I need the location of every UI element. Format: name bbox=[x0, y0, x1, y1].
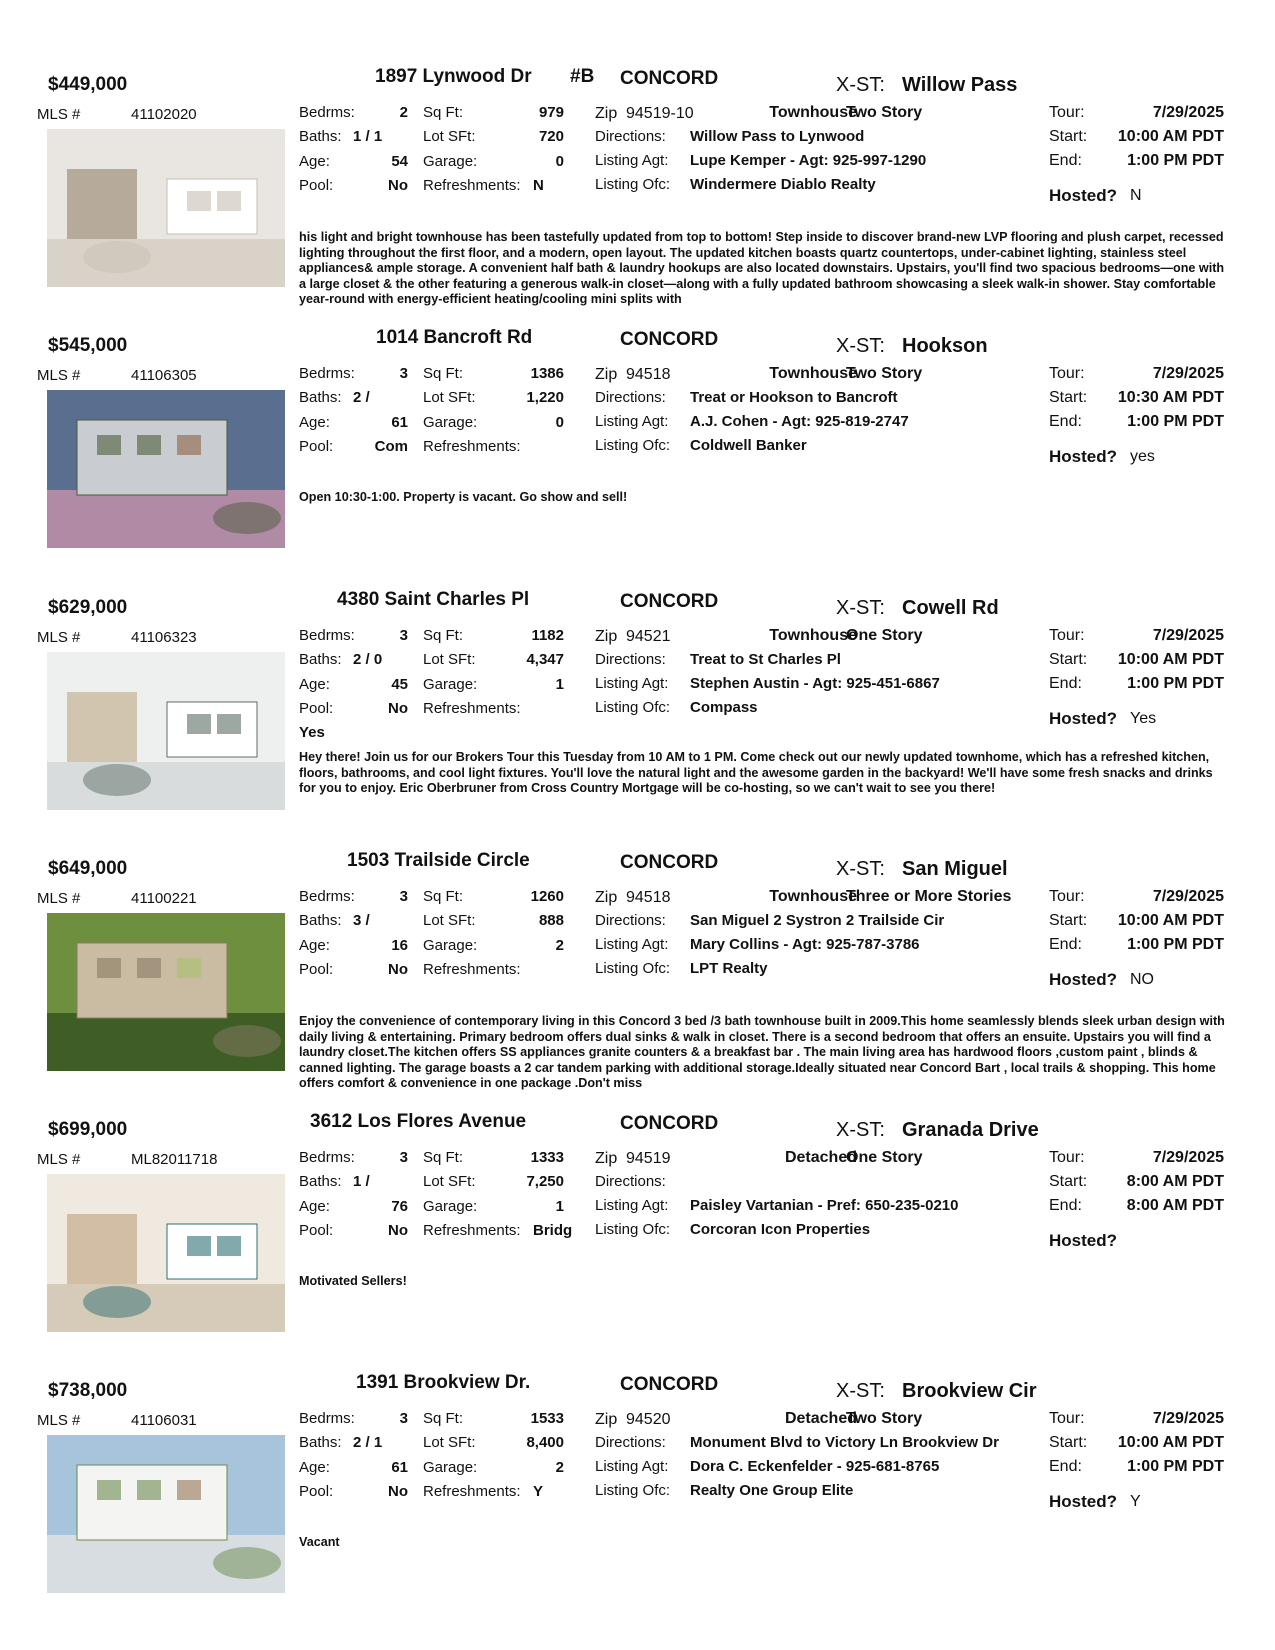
garage-value: 2 bbox=[555, 1459, 564, 1476]
listing-address: 1897 Lynwood Dr bbox=[375, 66, 532, 87]
listing-agent-value: Mary Collins - Agt: 925-787-3786 bbox=[690, 936, 920, 953]
listing-city: CONCORD bbox=[620, 68, 719, 89]
start-label: Start: bbox=[1049, 1434, 1088, 1451]
baths-label: Baths: bbox=[299, 389, 342, 406]
listing-office-label: Listing Ofc: bbox=[595, 699, 671, 716]
zip-value: 94518 bbox=[626, 366, 671, 383]
refreshments-value: Bridg bbox=[533, 1222, 573, 1239]
pool-value: No bbox=[388, 1222, 408, 1239]
listing-office-label: Listing Ofc: bbox=[595, 1482, 671, 1499]
listing-price: $649,000 bbox=[48, 858, 128, 879]
hosted-label: Hosted? bbox=[1049, 709, 1117, 728]
listing-remarks: Motivated Sellers! bbox=[299, 1274, 407, 1288]
listing-remarks: his light and bright townhouse has been tastefully updated from top to bottom! Step inside to discover brand-new LVP flooring and plush carpet, recessed lighting throughout the first floor, and a modern, open layout. The updated kitchen boasts quartz countertops, under-cabinet lighting, stainless steel appliances& ample storage. A convenient half bath & laundry hookups are also located downstairs. Upstairs, you'll find two spacious bedrooms—one with a large closet & the other featuring a generous walk-in closet—along with a fully updated bathroom showcasing a sleek walk-in shower. Stay comfortable year-round with energy-efficient heating/cooling mini splits with bbox=[299, 230, 1225, 306]
hosted-label: Hosted? bbox=[1049, 447, 1117, 466]
age-label: Age: bbox=[299, 937, 330, 954]
bedrooms-value: 3 bbox=[399, 627, 408, 644]
zip-label: Zip bbox=[595, 1150, 618, 1167]
refreshments-value: N bbox=[533, 177, 544, 194]
mls-label: MLS # bbox=[37, 106, 81, 123]
listing-unit: #B bbox=[570, 66, 595, 87]
listing-photo bbox=[47, 652, 285, 810]
zip-value: 94520 bbox=[626, 1411, 671, 1428]
cross-street-label: X-ST: bbox=[836, 1380, 885, 1402]
listing-price: $629,000 bbox=[48, 597, 128, 618]
zip-label: Zip bbox=[595, 105, 618, 122]
cross-street-label: X-ST: bbox=[836, 74, 885, 96]
zip-label: Zip bbox=[595, 628, 618, 645]
baths-label: Baths: bbox=[299, 651, 342, 668]
listing-agent-label: Listing Agt: bbox=[595, 675, 669, 692]
hosted-value: Yes bbox=[1130, 710, 1157, 727]
property-type: Detached bbox=[784, 1149, 857, 1166]
end-label: End: bbox=[1049, 413, 1082, 430]
garage-value: 1 bbox=[555, 1198, 564, 1215]
start-time: 10:00 AM PDT bbox=[1117, 651, 1224, 668]
hosted-label: Hosted? bbox=[1049, 1492, 1117, 1511]
tour-label: Tour: bbox=[1049, 365, 1085, 382]
listing-agent-value: Stephen Austin - Agt: 925-451-6867 bbox=[690, 675, 940, 692]
garage-label: Garage: bbox=[423, 937, 478, 954]
start-label: Start: bbox=[1049, 128, 1088, 145]
listing-city: CONCORD bbox=[620, 591, 719, 612]
sqft-label: Sq Ft: bbox=[423, 888, 464, 905]
cross-street-value: Willow Pass bbox=[902, 74, 1018, 96]
listing-agent-value: A.J. Cohen - Agt: 925-819-2747 bbox=[690, 413, 909, 430]
pool-label: Pool: bbox=[299, 700, 334, 717]
mls-number: 41100221 bbox=[131, 890, 197, 907]
directions-value: Monument Blvd to Victory Ln Brookview Dr bbox=[690, 1434, 999, 1451]
mls-label: MLS # bbox=[37, 629, 81, 646]
hosted-value: yes bbox=[1130, 448, 1155, 465]
listing-remarks: Open 10:30-1:00. Property is vacant. Go show and sell! bbox=[299, 490, 628, 504]
listing-office-value: LPT Realty bbox=[690, 960, 768, 977]
baths-label: Baths: bbox=[299, 1434, 342, 1451]
mls-label: MLS # bbox=[37, 367, 81, 384]
age-label: Age: bbox=[299, 676, 330, 693]
directions-value: Treat to St Charles Pl bbox=[690, 651, 841, 668]
lot-sqft-label: Lot SFt: bbox=[423, 651, 476, 668]
listing-remarks: Vacant bbox=[299, 1535, 340, 1549]
mls-number: ML82011718 bbox=[131, 1151, 218, 1168]
pool-label: Pool: bbox=[299, 1222, 334, 1239]
tour-date: 7/29/2025 bbox=[1152, 365, 1224, 382]
lot-sqft-value: 1,220 bbox=[526, 389, 564, 406]
start-label: Start: bbox=[1049, 912, 1088, 929]
zip-label: Zip bbox=[595, 1411, 618, 1428]
directions-value: Willow Pass to Lynwood bbox=[690, 128, 865, 145]
listing-city: CONCORD bbox=[620, 1113, 719, 1134]
pool-value: No bbox=[388, 961, 408, 978]
lot-sqft-value: 4,347 bbox=[526, 651, 564, 668]
bedrooms-label: Bedrms: bbox=[299, 365, 355, 382]
listing-photo bbox=[47, 1435, 285, 1593]
start-time: 8:00 AM PDT bbox=[1126, 1173, 1224, 1190]
zip-value: 94521 bbox=[626, 628, 671, 645]
bedrooms-value: 2 bbox=[399, 104, 408, 121]
cross-street-value: Granada Drive bbox=[902, 1119, 1039, 1141]
property-type: Detached bbox=[784, 1410, 857, 1427]
baths-label: Baths: bbox=[299, 128, 342, 145]
listing-card bbox=[0, 585, 1275, 847]
mls-number: 41106305 bbox=[131, 367, 197, 384]
hosted-label: Hosted? bbox=[1049, 970, 1117, 989]
listing-photo bbox=[47, 913, 285, 1071]
mls-label: MLS # bbox=[37, 1412, 81, 1429]
age-value: 16 bbox=[391, 937, 408, 954]
age-label: Age: bbox=[299, 153, 330, 170]
end-label: End: bbox=[1049, 936, 1082, 953]
sqft-label: Sq Ft: bbox=[423, 104, 464, 121]
listing-remarks: Hey there! Join us for our Brokers Tour this Tuesday from 10 AM to 1 PM. Come check out our newly updated townhome, which has a refreshed kitchen, floors, bathrooms, and cool light fixtures. You'll love the natural light and the awesome garden in the backyard! We'll have some fresh snacks and drinks for you to enjoy. Eric Oberbruner from Cross Country Mortgage will be co-hosting, so we can't wait to see you there! bbox=[299, 750, 1213, 795]
zip-value: 94518 bbox=[626, 889, 671, 906]
cross-street-label: X-ST: bbox=[836, 335, 885, 357]
age-value: 61 bbox=[391, 1459, 408, 1476]
directions-value: Treat or Hookson to Bancroft bbox=[690, 389, 898, 406]
pool-label: Pool: bbox=[299, 1483, 334, 1500]
tour-label: Tour: bbox=[1049, 104, 1085, 121]
property-stories: Two Story bbox=[846, 365, 923, 382]
age-label: Age: bbox=[299, 414, 330, 431]
listing-photo bbox=[47, 390, 285, 548]
refreshments-label: Refreshments: bbox=[423, 177, 521, 194]
cross-street-value: Cowell Rd bbox=[902, 597, 999, 619]
property-type: Townhouse bbox=[769, 888, 857, 905]
bedrooms-label: Bedrms: bbox=[299, 1410, 355, 1427]
listing-card bbox=[0, 1107, 1275, 1369]
garage-value: 0 bbox=[555, 414, 564, 431]
tour-label: Tour: bbox=[1049, 888, 1085, 905]
property-stories: Two Story bbox=[846, 1410, 923, 1427]
cross-street-value: Brookview Cir bbox=[902, 1380, 1037, 1402]
property-type: Townhouse bbox=[769, 104, 857, 121]
listing-office-label: Listing Ofc: bbox=[595, 960, 671, 977]
end-time: 1:00 PM PDT bbox=[1127, 152, 1224, 169]
bedrooms-label: Bedrms: bbox=[299, 888, 355, 905]
listing-address: 1014 Bancroft Rd bbox=[376, 327, 533, 348]
listing-agent-label: Listing Agt: bbox=[595, 1458, 669, 1475]
listing-agent-label: Listing Agt: bbox=[595, 936, 669, 953]
tour-date: 7/29/2025 bbox=[1152, 104, 1224, 121]
listing-agent-value: Dora C. Eckenfelder - 925-681-8765 bbox=[690, 1458, 940, 1475]
refreshments-label: Refreshments: bbox=[423, 438, 521, 455]
lot-sqft-label: Lot SFt: bbox=[423, 1173, 476, 1190]
directions-label: Directions: bbox=[595, 651, 666, 668]
directions-value: San Miguel 2 Systron 2 Trailside Cir bbox=[690, 912, 945, 929]
listing-agent-value: Paisley Vartanian - Pref: 650-235-0210 bbox=[690, 1197, 959, 1214]
listing-office-value: Coldwell Banker bbox=[690, 437, 807, 454]
baths-value: 2 / bbox=[353, 389, 370, 406]
sqft-value: 1333 bbox=[530, 1149, 564, 1166]
listing-office-value: Windermere Diablo Realty bbox=[690, 176, 876, 193]
refreshments-label: Refreshments: bbox=[423, 1222, 521, 1239]
bedrooms-value: 3 bbox=[399, 365, 408, 382]
mls-label: MLS # bbox=[37, 890, 81, 907]
pool-value: No bbox=[388, 177, 408, 194]
sqft-label: Sq Ft: bbox=[423, 1149, 464, 1166]
pool-value: No bbox=[388, 700, 408, 717]
zip-label: Zip bbox=[595, 366, 618, 383]
lot-sqft-label: Lot SFt: bbox=[423, 912, 476, 929]
pool-extra-value: Yes bbox=[299, 724, 325, 741]
refreshments-label: Refreshments: bbox=[423, 700, 521, 717]
end-time: 1:00 PM PDT bbox=[1127, 675, 1224, 692]
refreshments-value: Y bbox=[533, 1483, 544, 1500]
listing-address: 1391 Brookview Dr. bbox=[356, 1372, 531, 1393]
cross-street-label: X-ST: bbox=[836, 858, 885, 880]
garage-label: Garage: bbox=[423, 414, 478, 431]
mls-number: 41106031 bbox=[131, 1412, 197, 1429]
listing-office-value: Compass bbox=[690, 699, 758, 716]
property-stories: One Story bbox=[846, 627, 923, 644]
baths-value: 1 / bbox=[353, 1173, 370, 1190]
start-time: 10:00 AM PDT bbox=[1117, 128, 1224, 145]
age-label: Age: bbox=[299, 1459, 330, 1476]
cross-street-value: San Miguel bbox=[902, 858, 1008, 880]
sqft-value: 1182 bbox=[531, 627, 564, 644]
listing-agent-label: Listing Agt: bbox=[595, 1197, 669, 1214]
tour-date: 7/29/2025 bbox=[1152, 888, 1224, 905]
directions-label: Directions: bbox=[595, 1434, 666, 1451]
baths-value: 1 / 1 bbox=[353, 128, 383, 145]
sqft-label: Sq Ft: bbox=[423, 627, 464, 644]
garage-label: Garage: bbox=[423, 1198, 478, 1215]
baths-label: Baths: bbox=[299, 1173, 342, 1190]
end-time: 1:00 PM PDT bbox=[1127, 1458, 1224, 1475]
property-type: Townhouse bbox=[769, 627, 857, 644]
end-label: End: bbox=[1049, 1197, 1082, 1214]
cross-street-value: Hookson bbox=[902, 335, 988, 357]
garage-value: 2 bbox=[555, 937, 564, 954]
refreshments-label: Refreshments: bbox=[423, 1483, 521, 1500]
lot-sqft-label: Lot SFt: bbox=[423, 389, 476, 406]
age-value: 76 bbox=[391, 1198, 408, 1215]
baths-value: 2 / 0 bbox=[353, 651, 383, 668]
zip-label: Zip bbox=[595, 889, 618, 906]
pool-label: Pool: bbox=[299, 961, 334, 978]
mls-number: 41106323 bbox=[131, 629, 197, 646]
listing-address: 3612 Los Flores Avenue bbox=[310, 1111, 527, 1132]
garage-label: Garage: bbox=[423, 676, 478, 693]
lot-sqft-value: 8,400 bbox=[526, 1434, 564, 1451]
sqft-value: 979 bbox=[538, 104, 564, 121]
pool-value: No bbox=[388, 1483, 408, 1500]
listing-agent-label: Listing Agt: bbox=[595, 413, 669, 430]
listing-city: CONCORD bbox=[620, 1374, 719, 1395]
age-label: Age: bbox=[299, 1198, 330, 1215]
tour-date: 7/29/2025 bbox=[1152, 627, 1224, 644]
lot-sqft-value: 888 bbox=[538, 912, 564, 929]
listing-price: $545,000 bbox=[48, 335, 128, 356]
start-label: Start: bbox=[1049, 389, 1088, 406]
sqft-value: 1533 bbox=[530, 1410, 564, 1427]
listing-office-value: Corcoran Icon Properties bbox=[690, 1221, 871, 1238]
zip-value: 94519 bbox=[626, 1150, 671, 1167]
bedrooms-label: Bedrms: bbox=[299, 104, 355, 121]
listing-price: $449,000 bbox=[48, 74, 128, 95]
age-value: 61 bbox=[391, 414, 408, 431]
listing-address: 1503 Trailside Circle bbox=[347, 850, 530, 871]
age-value: 54 bbox=[391, 153, 408, 170]
bedrooms-value: 3 bbox=[399, 1149, 408, 1166]
listing-agent-value: Lupe Kemper - Agt: 925-997-1290 bbox=[690, 152, 927, 169]
end-time: 8:00 AM PDT bbox=[1126, 1197, 1224, 1214]
listing-card bbox=[0, 323, 1275, 585]
listing-price: $738,000 bbox=[48, 1380, 128, 1401]
tour-label: Tour: bbox=[1049, 1410, 1085, 1427]
property-stories: Three or More Stories bbox=[846, 888, 1012, 905]
lot-sqft-label: Lot SFt: bbox=[423, 1434, 476, 1451]
listing-office-value: Realty One Group Elite bbox=[690, 1482, 854, 1499]
pool-label: Pool: bbox=[299, 177, 334, 194]
property-stories: Two Story bbox=[846, 104, 923, 121]
age-value: 45 bbox=[391, 676, 408, 693]
refreshments-label: Refreshments: bbox=[423, 961, 521, 978]
sqft-value: 1386 bbox=[530, 365, 564, 382]
baths-value: 3 / bbox=[353, 912, 370, 929]
bedrooms-value: 3 bbox=[399, 888, 408, 905]
start-time: 10:00 AM PDT bbox=[1117, 912, 1224, 929]
listing-office-label: Listing Ofc: bbox=[595, 437, 671, 454]
end-time: 1:00 PM PDT bbox=[1127, 936, 1224, 953]
lot-sqft-value: 720 bbox=[538, 128, 564, 145]
zip-value: 94519-10 bbox=[626, 105, 694, 122]
tour-label: Tour: bbox=[1049, 627, 1085, 644]
listing-address: 4380 Saint Charles Pl bbox=[337, 589, 530, 610]
directions-label: Directions: bbox=[595, 912, 666, 929]
end-label: End: bbox=[1049, 152, 1082, 169]
listing-remarks: Enjoy the convenience of contemporary living in this Concord 3 bed /3 bath townhouse built in 2009.This home seamlessly blends sleek urban design with daily living & entertaining. Primary bedroom offers dual sinks & walk in closet. There is a second bedroom that offers an ensuite. Upstairs you will find a laundry closet.The kitchen offers SS appliances granite counters & a breakfast bar . The main living area has hardwood floors ,custom paint , blinds & canned lighting. The garage boasts a 2 car tandem parking with additional storage.Ideally situated near Concord Bart , local trails & shopping. This home offers comfort & convenience in one package .Don't miss bbox=[299, 1014, 1225, 1090]
property-stories: One Story bbox=[846, 1149, 923, 1166]
end-label: End: bbox=[1049, 675, 1082, 692]
end-time: 1:00 PM PDT bbox=[1127, 413, 1224, 430]
start-label: Start: bbox=[1049, 1173, 1088, 1190]
start-time: 10:30 AM PDT bbox=[1117, 389, 1224, 406]
bedrooms-value: 3 bbox=[399, 1410, 408, 1427]
garage-value: 1 bbox=[555, 676, 564, 693]
sqft-label: Sq Ft: bbox=[423, 1410, 464, 1427]
lot-sqft-label: Lot SFt: bbox=[423, 128, 476, 145]
hosted-label: Hosted? bbox=[1049, 1231, 1117, 1250]
garage-value: 0 bbox=[555, 153, 564, 170]
listing-office-label: Listing Ofc: bbox=[595, 176, 671, 193]
start-label: Start: bbox=[1049, 651, 1088, 668]
hosted-label: Hosted? bbox=[1049, 186, 1117, 205]
tour-label: Tour: bbox=[1049, 1149, 1085, 1166]
start-time: 10:00 AM PDT bbox=[1117, 1434, 1224, 1451]
listing-photo bbox=[47, 1174, 285, 1332]
listing-card bbox=[0, 62, 1275, 324]
listing-city: CONCORD bbox=[620, 852, 719, 873]
listing-price: $699,000 bbox=[48, 1119, 128, 1140]
hosted-value: N bbox=[1130, 187, 1142, 204]
property-type: Townhouse bbox=[769, 365, 857, 382]
bedrooms-label: Bedrms: bbox=[299, 1149, 355, 1166]
pool-value: Com bbox=[374, 438, 408, 455]
listing-card bbox=[0, 846, 1275, 1108]
listing-card bbox=[0, 1368, 1275, 1630]
directions-label: Directions: bbox=[595, 389, 666, 406]
pool-label: Pool: bbox=[299, 438, 334, 455]
tour-date: 7/29/2025 bbox=[1152, 1410, 1224, 1427]
end-label: End: bbox=[1049, 1458, 1082, 1475]
bedrooms-label: Bedrms: bbox=[299, 627, 355, 644]
listing-city: CONCORD bbox=[620, 329, 719, 350]
directions-label: Directions: bbox=[595, 1173, 666, 1190]
hosted-value: Y bbox=[1130, 1493, 1141, 1510]
listing-office-label: Listing Ofc: bbox=[595, 1221, 671, 1238]
listing-agent-label: Listing Agt: bbox=[595, 152, 669, 169]
mls-number: 41102020 bbox=[131, 106, 197, 123]
garage-label: Garage: bbox=[423, 153, 478, 170]
hosted-value: NO bbox=[1130, 971, 1154, 988]
listing-photo bbox=[47, 129, 285, 287]
tour-date: 7/29/2025 bbox=[1152, 1149, 1224, 1166]
garage-label: Garage: bbox=[423, 1459, 478, 1476]
directions-label: Directions: bbox=[595, 128, 666, 145]
baths-value: 2 / 1 bbox=[353, 1434, 383, 1451]
sqft-label: Sq Ft: bbox=[423, 365, 464, 382]
mls-label: MLS # bbox=[37, 1151, 81, 1168]
cross-street-label: X-ST: bbox=[836, 1119, 885, 1141]
baths-label: Baths: bbox=[299, 912, 342, 929]
cross-street-label: X-ST: bbox=[836, 597, 885, 619]
lot-sqft-value: 7,250 bbox=[526, 1173, 564, 1190]
sqft-value: 1260 bbox=[530, 888, 564, 905]
